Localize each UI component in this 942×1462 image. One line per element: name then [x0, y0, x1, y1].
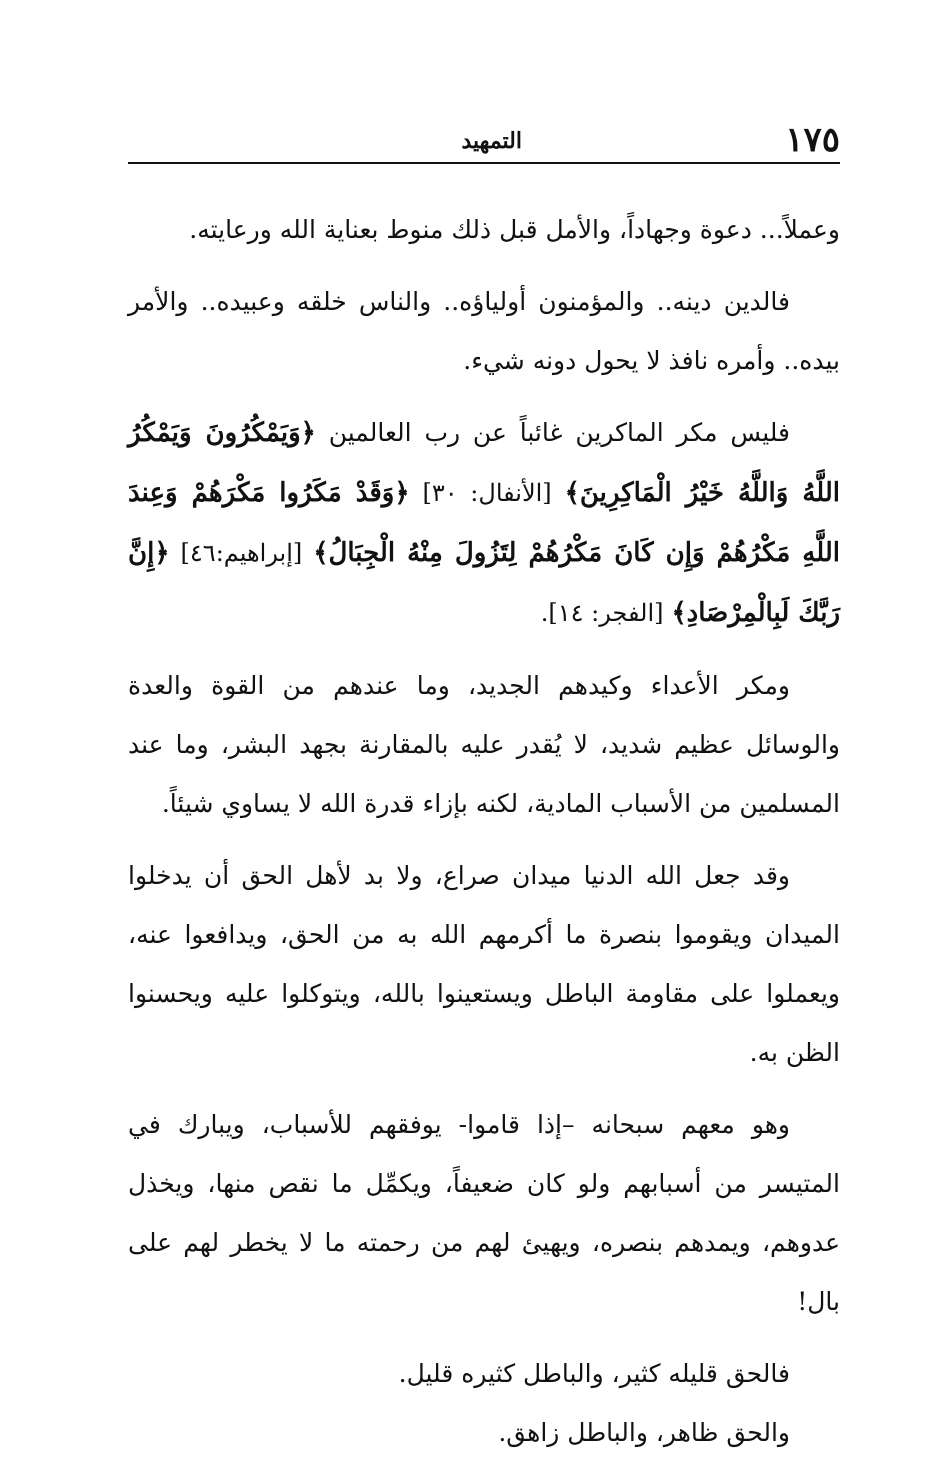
page-body — [128, 200, 840, 1462]
paragraph-7: فالحق قليله كثير، والباطل كثيره قليل. — [398, 1359, 790, 1388]
verse-reference-fajr: [الفجر: ١٤]. — [540, 599, 664, 627]
paragraph-2: فالدين دينه.. والمؤمنون أولياؤه.. والناس خلقه وعبيده.. والأمر بيده.. وأمره نافذ لا يحول دونه شيء. — [128, 287, 840, 375]
quran-verse-anfal: ﴿وَيَمْكُرُونَ وَيَمْكُرُ اللَّهُ وَاللَّهُ خَيْرُ الْمَاكِرِينَ﴾ — [128, 418, 841, 508]
paragraph-5: وقد جعل الله الدنيا ميدان صراع، ولا بد لأهل الحق أن يدخلوا الميدان ويقوموا بنصرة ما أكرمهم الله به من الحق، ويدافعوا عنه، ويعملوا على مقاومة الباطل ويستعينوا بالله، ويتوكلوا عليه ويحسنوا الظن به. — [128, 861, 840, 1067]
verse-reference-anfal: [الأنفال: ٣٠] — [422, 479, 552, 507]
paragraph-4: ومكر الأعداء وكيدهم الجديد، وما عندهم من القوة والعدة والوسائل عظيم شديد، لا يُقدر عليه بالمقارنة بجهد البشر، وما عند المسلمين من الأسباب المادية، لكنه بإزاء قدرة الله لا يساوي شيئاً. — [128, 671, 840, 818]
header-rule — [128, 162, 840, 164]
running-title: التمهيد — [461, 128, 522, 154]
page-number: ١٧٥ — [785, 120, 840, 160]
paragraph-1: وعملاً... دعوة وجهاداً، والأمل قبل ذلك منوط بعناية الله ورعايته. — [189, 215, 840, 244]
paragraph-8: والحق ظاهر، والباطل زاهق. — [498, 1418, 790, 1447]
paragraph-6: وهو معهم سبحانه –إذا قاموا- يوفقهم للأسباب، ويبارك في المتيسر من أسبابهم ولو كان ضعيفاً، ويكمِّل ما نقص منها، ويخذل عدوهم، ويمدهم بنصره، ويهيئ لهم من رحمته ما لا يخطر لهم على بال! — [128, 1110, 840, 1316]
paragraph-3 — [128, 403, 840, 643]
verse-reference-ibrahim: [إبراهيم:٤٦] — [180, 539, 303, 567]
page-header — [128, 116, 840, 164]
paragraph-3-intro: فليس مكر الماكرين غائباً عن رب العالمين — [328, 418, 790, 447]
quran-verse-fajr: ﴿إِنَّ رَبَّكَ لَبِالْمِرْصَادِ﴾ — [128, 538, 840, 628]
quran-verse-ibrahim: ﴿وَقَدْ مَكَرُوا مَكْرَهُمْ وَعِندَ اللَّهِ مَكْرُهُمْ وَإِن كَانَ مَكْرُهُمْ لِتَزُولَ مِنْهُ الْجِبَالُ﴾ — [128, 478, 841, 568]
